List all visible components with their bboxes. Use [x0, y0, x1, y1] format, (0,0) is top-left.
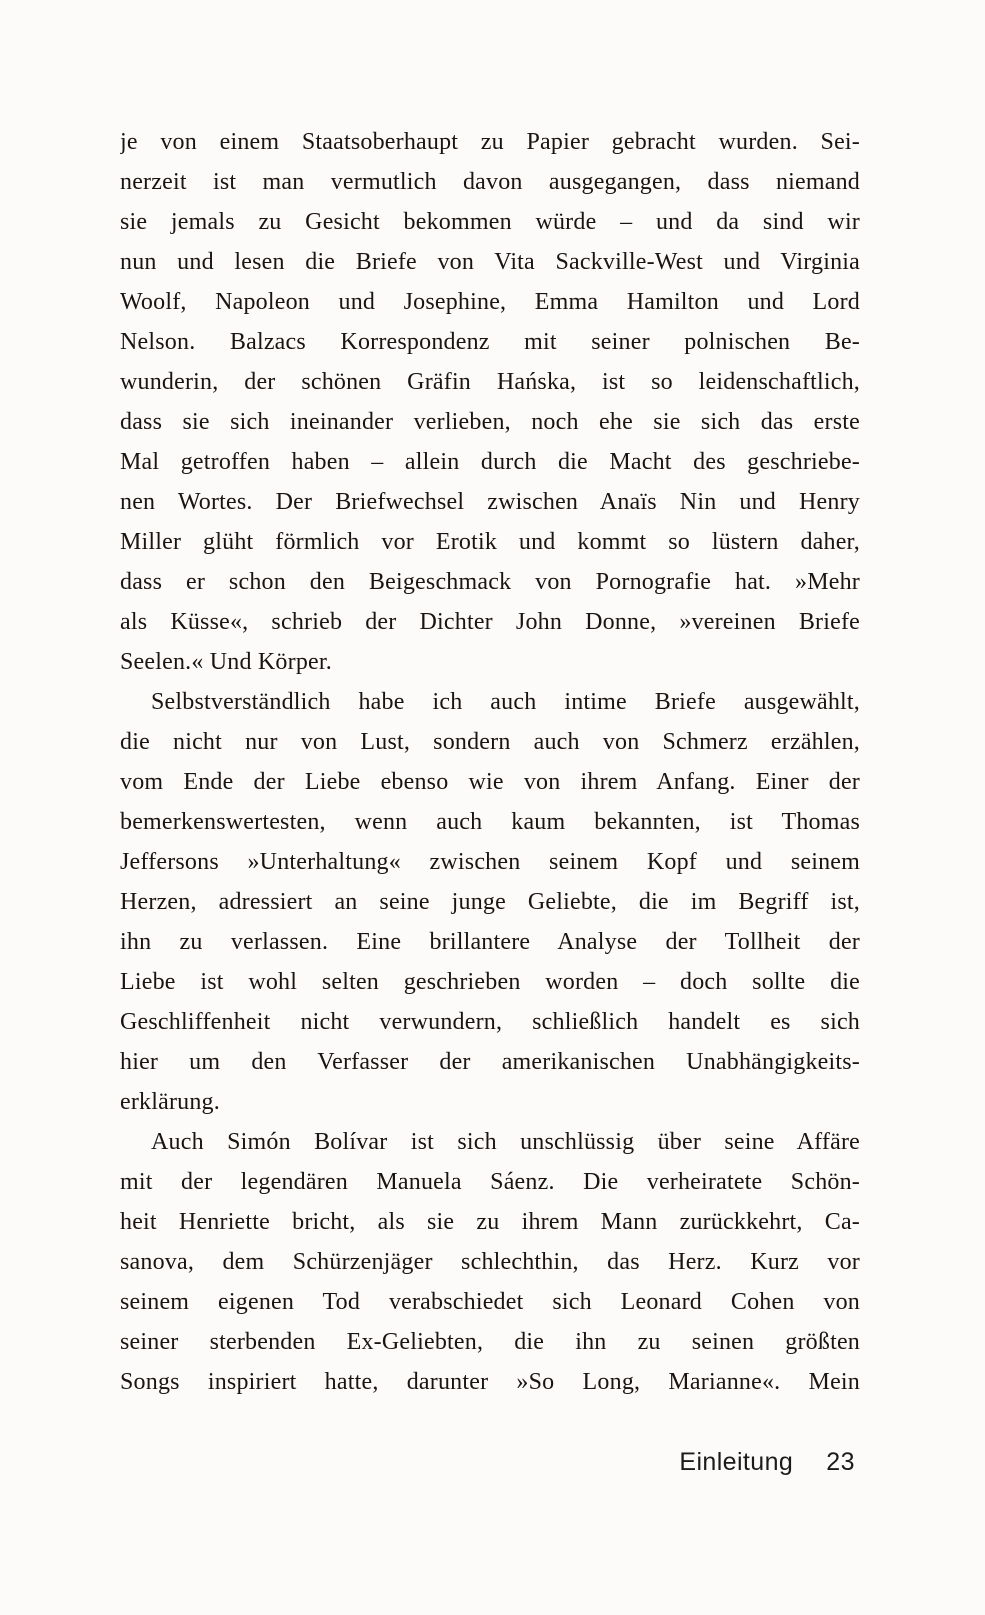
text-line: wunderin, der schönen Gräfin Hańska, ist so leidenschaftlich, — [120, 369, 860, 395]
text-line: Seelen.« Und Körper. — [120, 649, 332, 675]
text-line: seiner sterbenden Ex-Geliebten, die ihn zu seinen größten — [120, 1329, 860, 1355]
text-line: die nicht nur von Lust, sondern auch von Schmerz erzählen, — [120, 729, 860, 755]
page-text — [120, 122, 860, 1402]
text-line: Miller glüht förmlich vor Erotik und kommt so lüstern daher, — [120, 529, 860, 555]
text-line: Jeffersons »Unterhaltung« zwischen seinem Kopf und seinem — [120, 849, 860, 875]
page-footer — [679, 1448, 855, 1477]
text-line: bemerkenswertesten, wenn auch kaum bekannten, ist Thomas — [120, 809, 860, 835]
text-line: ihn zu verlassen. Eine brillantere Analyse der Tollheit der — [120, 929, 860, 955]
text-line: sanova, dem Schürzenjäger schlechthin, das Herz. Kurz vor — [120, 1249, 860, 1275]
text-line: Liebe ist wohl selten geschrieben worden – doch sollte die — [120, 969, 860, 995]
text-line: Herzen, adressiert an seine junge Geliebte, die im Begriff ist, — [120, 889, 860, 915]
text-line: dass er schon den Beigeschmack von Pornografie hat. »Mehr — [120, 569, 860, 595]
text-line: dass sie sich ineinander verlieben, noch ehe sie sich das erste — [120, 409, 860, 435]
text-line: Woolf, Napoleon und Josephine, Emma Hamilton und Lord — [120, 289, 860, 315]
footer-section-label: Einleitung — [679, 1448, 794, 1476]
text-line: erklärung. — [120, 1089, 220, 1115]
text-line: vom Ende der Liebe ebenso wie von ihrem Anfang. Einer der — [120, 769, 860, 795]
footer-page-number: 23 — [826, 1448, 855, 1476]
text-line: Songs inspiriert hatte, darunter »So Long, Marianne«. Mein — [120, 1369, 860, 1395]
text-line: nen Wortes. Der Briefwechsel zwischen Anaïs Nin und Henry — [120, 489, 860, 515]
text-line: nerzeit ist man vermutlich davon ausgegangen, dass niemand — [120, 169, 860, 195]
text-line: Geschliffenheit nicht verwundern, schließlich handelt es sich — [120, 1009, 860, 1035]
text-line: seinem eigenen Tod verabschiedet sich Leonard Cohen von — [120, 1289, 860, 1315]
text-line: Mal getroffen haben – allein durch die Macht des geschriebe- — [120, 449, 860, 475]
text-line: als Küsse«, schrieb der Dichter John Donne, »vereinen Briefe — [120, 609, 860, 635]
text-line: hier um den Verfasser der amerikanischen Unabhängigkeits- — [120, 1049, 860, 1075]
text-line: sie jemals zu Gesicht bekommen würde – und da sind wir — [120, 209, 860, 235]
text-line: nun und lesen die Briefe von Vita Sackville-West und Virginia — [120, 249, 860, 275]
text-line: Nelson. Balzacs Korrespondenz mit seiner polnischen Be- — [120, 329, 860, 355]
text-line: Auch Simón Bolívar ist sich unschlüssig über seine Affäre — [151, 1129, 860, 1155]
text-line: mit der legendären Manuela Sáenz. Die verheiratete Schön- — [120, 1169, 860, 1195]
text-line: heit Henriette bricht, als sie zu ihrem Mann zurückkehrt, Ca- — [120, 1209, 860, 1235]
text-line: Selbstverständlich habe ich auch intime Briefe ausgewählt, — [151, 689, 860, 715]
text-line: je von einem Staatsoberhaupt zu Papier gebracht wurden. Sei- — [120, 129, 860, 155]
